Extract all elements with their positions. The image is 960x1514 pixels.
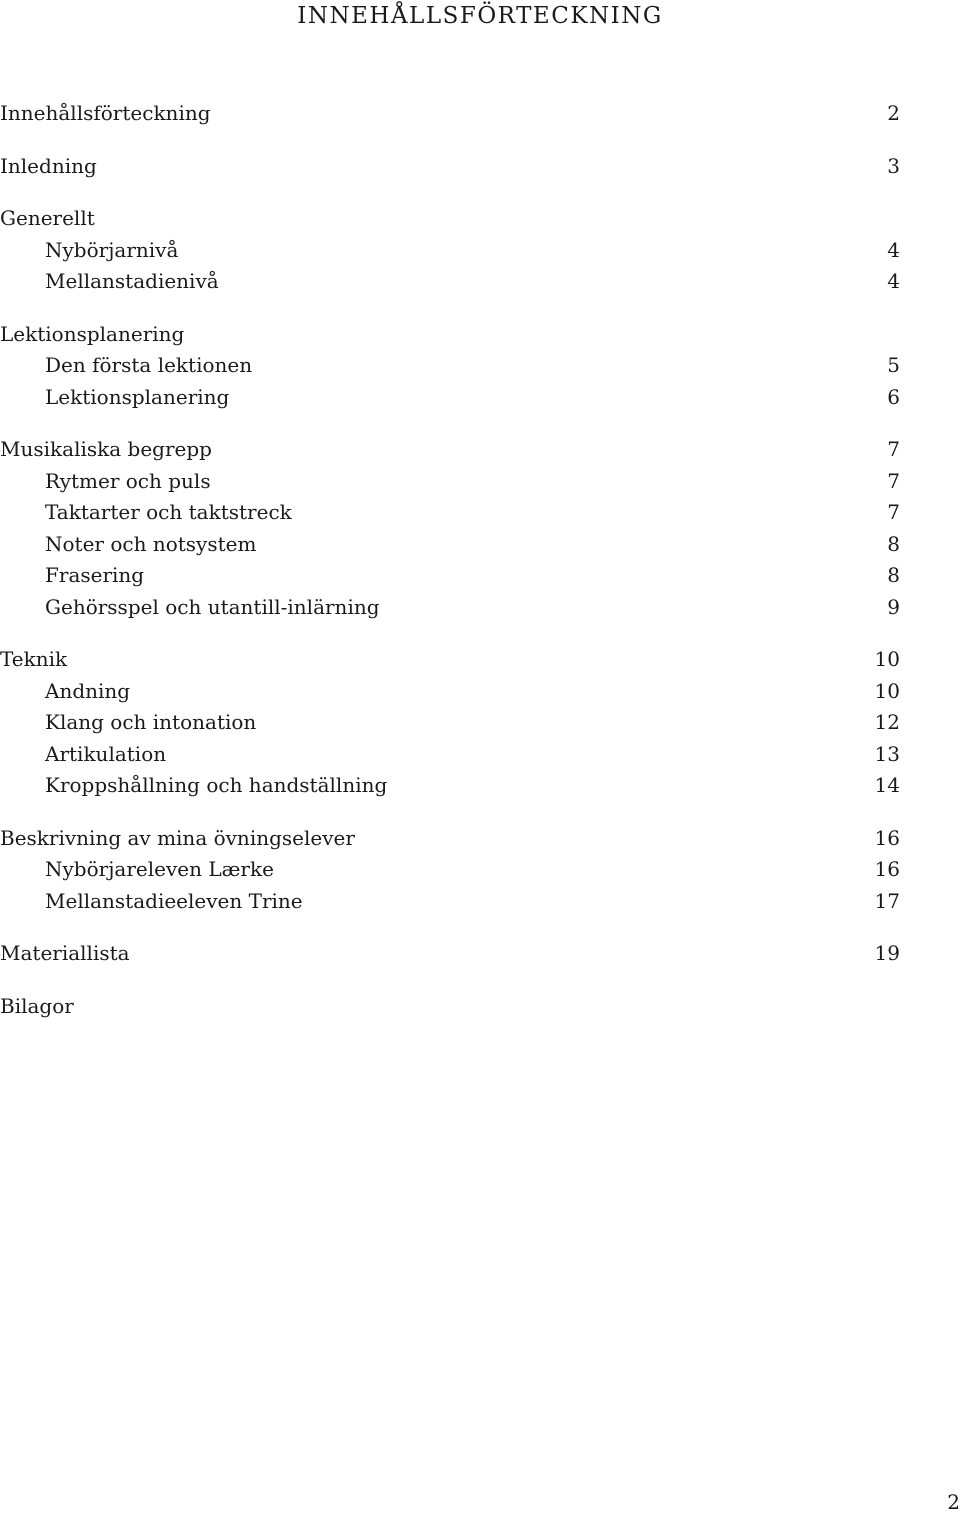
toc-entry[interactable] xyxy=(0,739,900,771)
toc-entry[interactable] xyxy=(0,644,900,676)
toc-entry-page: 7 xyxy=(887,500,900,524)
document-title: INNEHÅLLSFÖRTECKNING xyxy=(297,3,663,29)
toc-entry[interactable] xyxy=(0,434,900,466)
toc-entry-page: 19 xyxy=(874,941,900,965)
toc-entry[interactable] xyxy=(0,350,900,382)
toc-entry[interactable] xyxy=(0,991,900,1023)
toc-entry[interactable] xyxy=(0,151,900,183)
toc-entry[interactable] xyxy=(0,676,900,708)
toc-entry-page: 4 xyxy=(887,237,900,262)
toc-entry-label: Rytmer och puls xyxy=(45,468,211,493)
page-number: 2 xyxy=(947,1490,960,1514)
toc-entry[interactable] xyxy=(0,466,900,498)
toc-entry-page: 8 xyxy=(887,563,900,587)
toc-entry-page: 7 xyxy=(887,437,900,461)
toc-entry-page: 3 xyxy=(887,153,900,178)
toc-entry-label: Frasering xyxy=(45,563,145,587)
toc-entry-page: 10 xyxy=(874,678,900,703)
toc-entry-page: 13 xyxy=(874,741,900,766)
toc-entry-label: Bilagor xyxy=(0,993,74,1018)
toc-entry-label: Gehörsspel och utantill-inlärning xyxy=(45,594,380,619)
toc-entry-page: 8 xyxy=(887,531,900,556)
toc-entry-page: 4 xyxy=(887,269,900,293)
toc-entry-page: 14 xyxy=(874,773,900,797)
toc-entry[interactable] xyxy=(0,560,900,592)
toc-entry-label: Kroppshållning och handställning xyxy=(45,773,388,797)
toc-entry-label: Andning xyxy=(45,678,131,703)
toc-entry-label: Musikaliska begrepp xyxy=(0,437,212,461)
toc-entry-label: Klang och intonation xyxy=(45,710,257,734)
toc-entry[interactable] xyxy=(0,886,900,918)
toc-entry-label: Teknik xyxy=(0,647,68,671)
toc-entry-label: Mellanstadieeleven Trine xyxy=(45,888,303,913)
toc-entry-label: Materiallista xyxy=(0,941,130,965)
toc-entry-label: Den första lektionen xyxy=(45,353,253,377)
toc-entry-page: 7 xyxy=(887,468,900,493)
toc-entry-label: Nybörjarnivå xyxy=(45,237,179,262)
toc-entry-page: 10 xyxy=(874,647,900,671)
toc-entry-page: 5 xyxy=(887,353,900,377)
toc-entry[interactable] xyxy=(0,938,900,970)
toc-entry[interactable] xyxy=(0,592,900,624)
toc-entry-label: Nybörjareleven Lærke xyxy=(45,857,274,881)
toc-entry[interactable] xyxy=(0,497,900,529)
toc-entry-label: Inledning xyxy=(0,153,97,178)
toc-entry-label: Taktarter och taktstreck xyxy=(45,500,292,524)
toc-entry[interactable] xyxy=(0,770,900,802)
toc-entry[interactable] xyxy=(0,319,900,351)
toc-entry[interactable] xyxy=(0,235,900,267)
toc-entry[interactable] xyxy=(0,823,900,855)
toc-entry[interactable] xyxy=(0,382,900,414)
toc-entry[interactable] xyxy=(0,203,900,235)
toc-entry-label: Generellt xyxy=(0,206,95,230)
toc-entry-label: Mellanstadienivå xyxy=(45,269,219,293)
toc-entry-label: Innehållsförteckning xyxy=(0,101,211,125)
toc-entry[interactable] xyxy=(0,266,900,298)
toc-entry-page: 16 xyxy=(874,825,900,850)
table-of-contents xyxy=(0,98,900,1022)
toc-entry-page: 6 xyxy=(887,384,900,409)
toc-entry[interactable] xyxy=(0,98,900,130)
toc-entry-label: Beskrivning av mina övningselever xyxy=(0,825,355,850)
toc-entry[interactable] xyxy=(0,854,900,886)
toc-entry-page: 2 xyxy=(887,101,900,125)
toc-entry-page: 17 xyxy=(874,888,900,913)
toc-entry-page: 12 xyxy=(874,710,900,734)
toc-entry-label: Noter och notsystem xyxy=(45,531,257,556)
toc-entry-label: Lektionsplanering xyxy=(0,321,185,346)
toc-entry-label: Artikulation xyxy=(45,741,167,766)
toc-entry[interactable] xyxy=(0,707,900,739)
toc-entry-label: Lektionsplanering xyxy=(45,384,230,409)
toc-entry-page: 9 xyxy=(887,594,900,619)
toc-entry-page: 16 xyxy=(874,857,900,881)
toc-entry[interactable] xyxy=(0,529,900,561)
